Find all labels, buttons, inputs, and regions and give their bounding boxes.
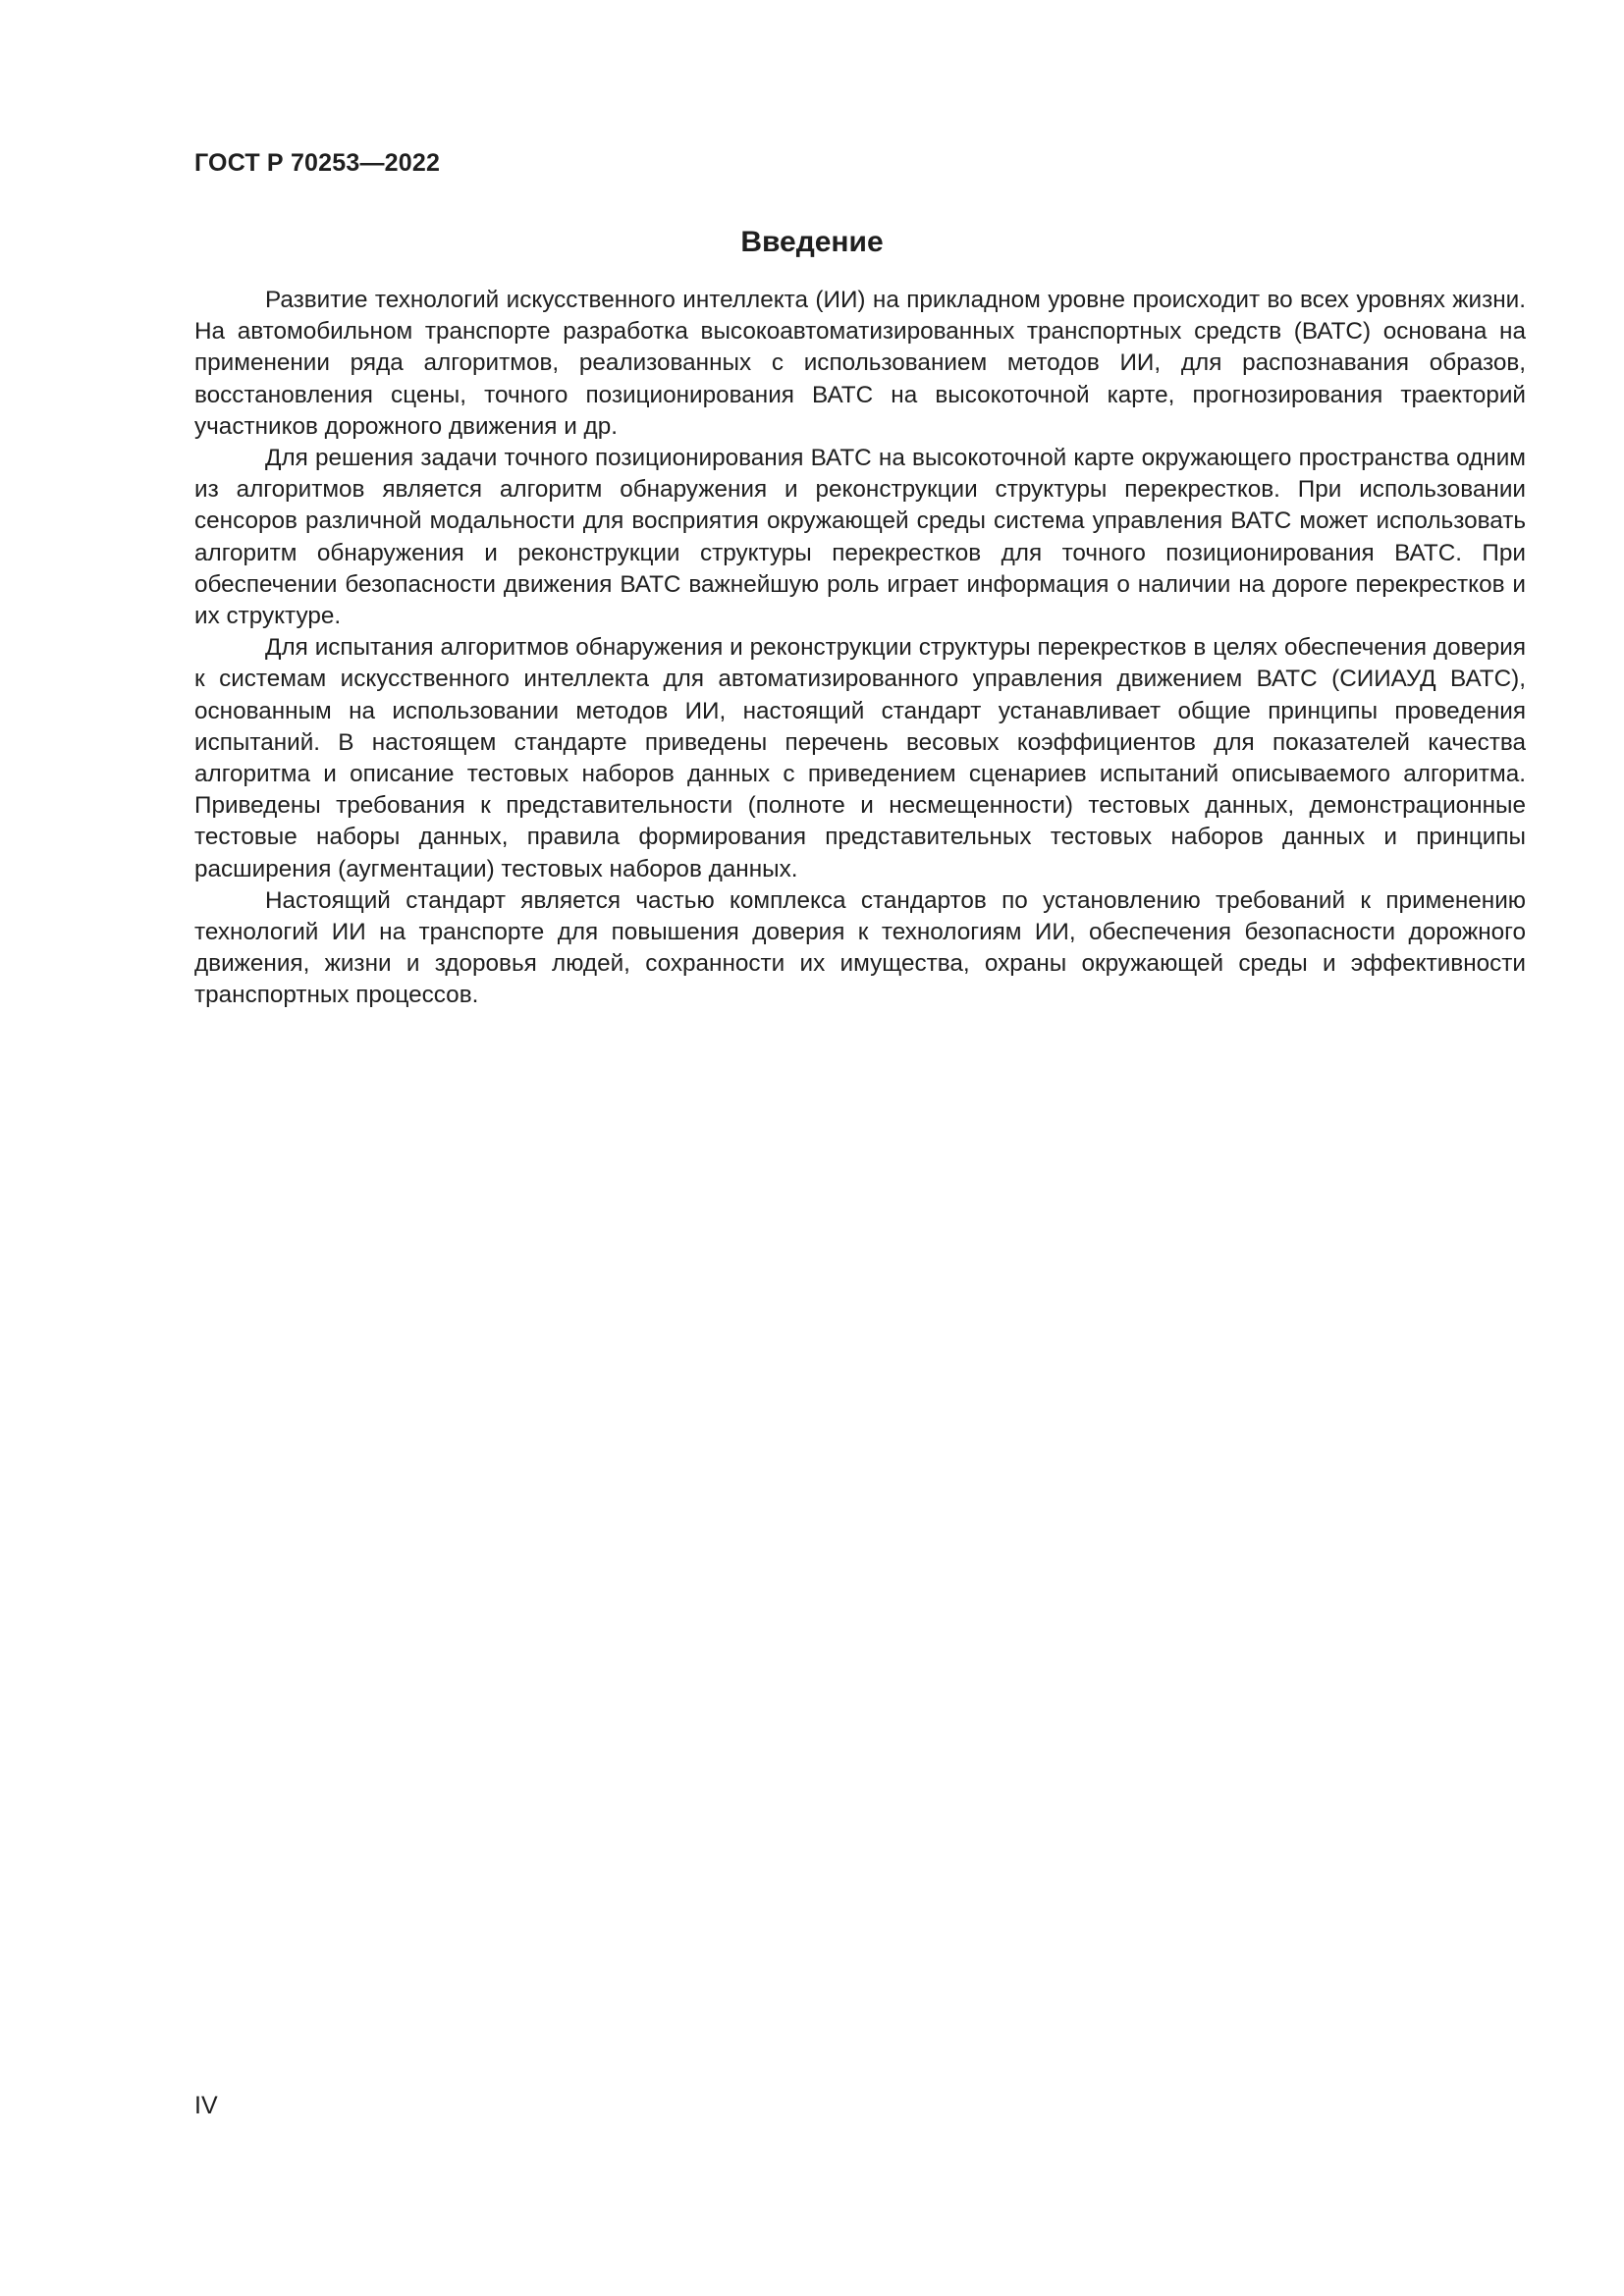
introduction-body (194, 285, 1526, 1012)
page-number: IV (194, 2092, 218, 2119)
paragraph-4: Настоящий стандарт является частью комплекса стандартов по установлению требований к применению технологий ИИ на транспорте для повышения доверия к технологиям ИИ, обеспечения безопасности дорожного движения, жизни и здоровья людей, сохранности их имущества, охраны окружающей среды и эффективности транспортных процессов. (194, 886, 1526, 1009)
paragraph-2: Для решения задачи точного позиционирования ВАТС на высокоточной карте окружающего пространства одним из алгоритмов является алгоритм обнаружения и реконструкции структуры перекрестков. При использовании сенсоров различной модальности для восприятия окружающей среды система управления ВАТС может использовать алгоритм обнаружения и реконструкции структуры перекрестков для точного позиционирования ВАТС. При обеспечении безопасности движения ВАТС важнейшую роль играет информация о наличии на дороге перекрестков и их структуре. (194, 445, 1526, 630)
page-title: Введение (740, 226, 884, 258)
paragraph-1: Развитие технологий искусственного интеллекта (ИИ) на прикладном уровне происходит во всех уровнях жизни. На автомобильном транспорте разработка высокоавтоматизированных транспортных средств (ВАТС) основана на применении ряда алгоритмов, реализованных с использованием методов ИИ, для распознавания образов, восстановления сцены, точного позиционирования ВАТС на высокоточной карте, прогнозирования траекторий участников дорожного движения и др. (194, 287, 1526, 440)
paragraph-3: Для испытания алгоритмов обнаружения и реконструкции структуры перекрестков в целях обеспечения доверия к системам искусственного интеллекта для автоматизированного управления движением ВАТС (СИИАУД ВАТС), основанным на использовании методов ИИ, настоящий стандарт устанавливает общие принципы проведения испытаний. В настоящем стандарте приведены перечень весовых коэффициентов для показателей качества алгоритма и описание тестовых наборов данных с приведением сценариев испытаний описываемого алгоритма. Приведены требования к представительности (полноте и несмещенности) тестовых данных, демонстрационные тестовые наборы данных, правила формирования представительных тестовых наборов данных и принципы расширения (аугментации) тестовых наборов данных. (194, 634, 1526, 882)
document-header-standard-id: ГОСТ Р 70253—2022 (194, 149, 441, 177)
